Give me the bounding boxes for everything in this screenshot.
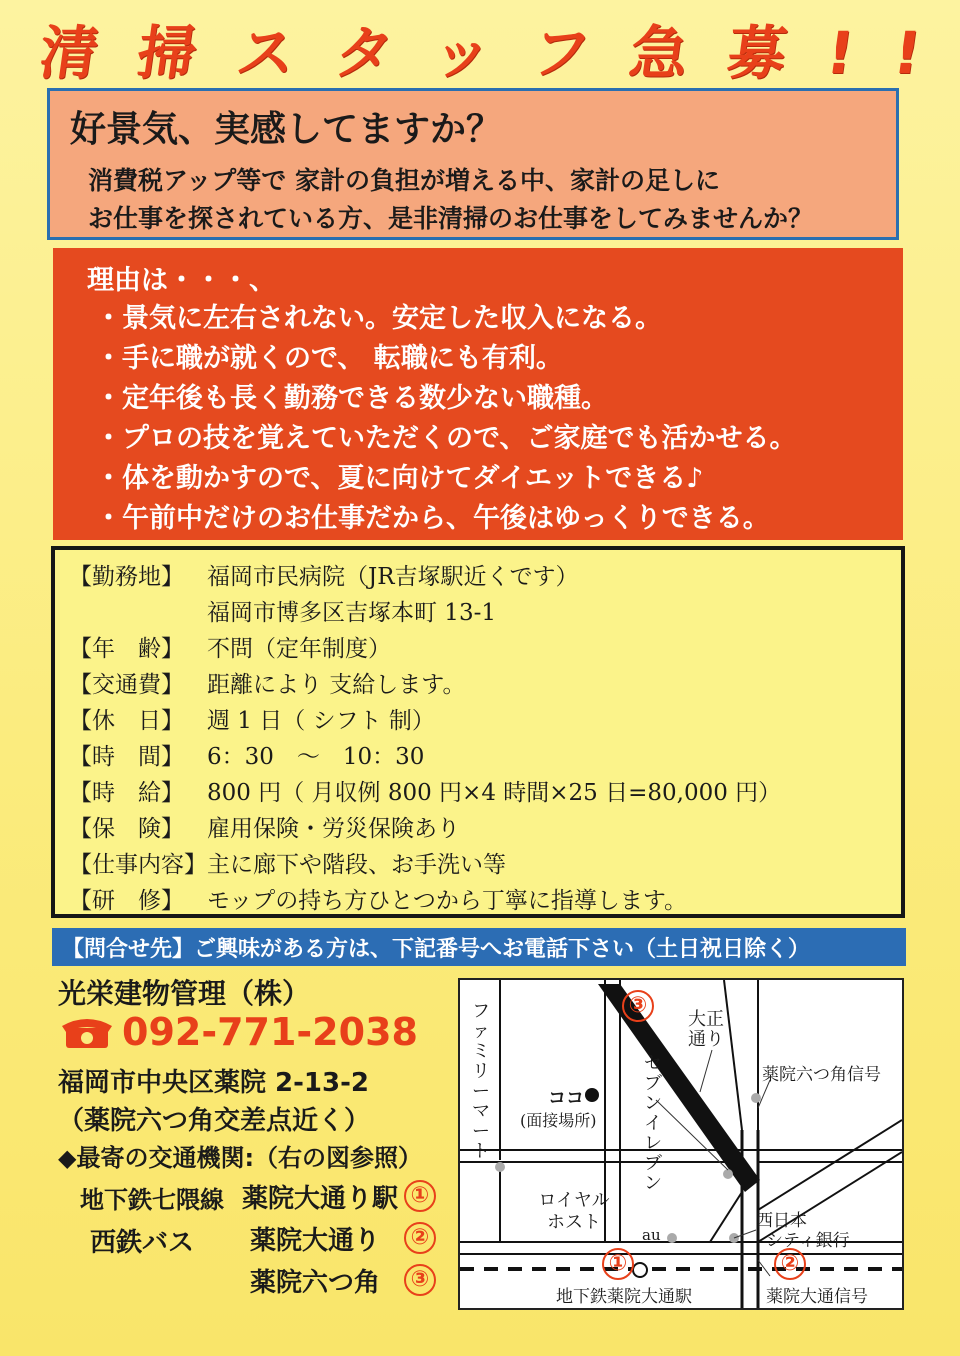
detail-value: モップの持ち方ひとつから丁寧に指導します。: [207, 887, 688, 914]
map-label-taisho: 大正通り: [688, 1009, 724, 1050]
detail-row: [69, 808, 460, 844]
map-label-royalhost: ロイヤルホスト: [538, 1190, 610, 1233]
route-line: 地下鉄七隈線: [80, 1186, 224, 1214]
headline-char: !: [888, 19, 925, 87]
map-label-subway-station: 地下鉄薬院大通駅: [556, 1287, 692, 1307]
detail-row: [69, 844, 506, 880]
headline-char: 掃: [133, 19, 202, 87]
intro-question: 好景気、実感してますか？: [70, 109, 503, 150]
map-label-familymart: ファミリーマート: [472, 1001, 490, 1162]
route-number: ③: [404, 1264, 436, 1296]
map-label-bus-signal: 薬院大通信号: [766, 1287, 868, 1307]
intro-line: 消費税アップ等で 家計の負担が増える中、家計の足しに: [88, 166, 720, 195]
telephone-icon: [58, 1014, 116, 1050]
route-station: 薬院大通り駅: [242, 1184, 399, 1214]
detail-row: [69, 592, 496, 628]
detail-row: [69, 700, 435, 736]
route-line: 西鉄バス: [90, 1228, 195, 1258]
map-marker-1: ①: [602, 1248, 634, 1280]
detail-label: 【研 修】: [69, 887, 184, 914]
detail-value: 不問（定年制度）: [207, 635, 391, 662]
headline-char: フ: [526, 19, 595, 87]
reason-item: ・体を動かすので、夏に向けてダイエットできる♪: [95, 463, 704, 494]
reason-item: ・午前中だけのお仕事だから、午後はゆっくりできる。: [95, 503, 770, 534]
landmark: （薬院六つ角交差点近く）: [58, 1106, 371, 1136]
detail-value: 800 円（ 月収例 800 円×4 時間×25 日=80,000 円）: [207, 779, 782, 806]
headline: [35, 18, 925, 88]
map-label-citybank: シティ銀行: [766, 1231, 850, 1251]
detail-value: 雇用保険・労災保険あり: [207, 815, 460, 842]
transport-heading: ◆最寄の交通機関:（右の図参照）: [58, 1144, 423, 1172]
access-map: [458, 978, 904, 1310]
map-label-seveneleven: セブンイレブン: [644, 1053, 662, 1194]
reasons-box: [53, 248, 903, 540]
reason-item: ・定年後も長く勤務できる数少ない職種。: [95, 383, 608, 414]
map-label-here-sub: (面接場所): [520, 1111, 597, 1130]
detail-label: 【交通費】: [69, 671, 184, 698]
route-number: ②: [404, 1222, 436, 1254]
headline-char: 急: [625, 19, 693, 87]
map-label-nishinippon: 西日本: [756, 1211, 807, 1231]
intro-box: [47, 88, 899, 240]
detail-row: [69, 556, 579, 592]
reason-item: ・手に職が就くので、 転職にも有利。: [95, 343, 563, 374]
detail-row: [69, 772, 781, 808]
detail-label: 【時 給】: [69, 779, 184, 806]
detail-value: 6：30 ～ 10：30: [207, 743, 425, 770]
detail-row: [69, 880, 687, 916]
detail-value: 主に廊下や階段、お手洗い等: [207, 851, 506, 878]
headline-char: ッ: [428, 19, 497, 87]
headline-char: タ: [330, 19, 398, 87]
company-name: 光栄建物管理（株）: [58, 977, 311, 1010]
phone-number[interactable]: 092-771-2038: [122, 1010, 418, 1054]
inquiry-bar: 【問合せ先】ご興味がある方は、下記番号へお電話下さい（土日祝日除く）: [52, 928, 906, 966]
address: 福岡市中央区薬院 2-13-2: [58, 1068, 369, 1098]
detail-label: 【年 齢】: [69, 635, 184, 662]
reason-item: ・景気に左右されない。安定した収入になる。: [95, 303, 662, 334]
detail-label: 【保 険】: [69, 815, 184, 842]
detail-value: 福岡市博多区吉塚本町 13-1: [207, 599, 496, 626]
detail-value: 福岡市民病院（JR吉塚駅近くです）: [207, 563, 579, 590]
headline-char: 清: [35, 19, 103, 87]
detail-label: 【休 日】: [69, 707, 184, 734]
map-label-au: au: [642, 1226, 661, 1244]
headline-char: 募: [723, 19, 792, 87]
phone-row: [58, 1010, 418, 1054]
detail-label: 【仕事内容】: [69, 851, 207, 878]
map-roads: [460, 980, 902, 1308]
details-box: [51, 546, 905, 918]
headline-char: ス: [231, 19, 300, 87]
detail-row: [69, 664, 465, 700]
detail-label: 【勤務地】: [69, 563, 184, 590]
detail-row: [69, 628, 391, 664]
map-label-here: ココ: [548, 1088, 584, 1109]
route-station: 薬院六つ角: [250, 1268, 381, 1298]
map-label-yakuin-signal: 薬院六つ角信号: [762, 1065, 881, 1085]
route-station: 薬院大通り: [250, 1226, 381, 1256]
headline-char: !: [821, 19, 858, 87]
detail-value: 距離により 支給します。: [207, 671, 466, 698]
detail-value: 週 1 日（ シフト 制）: [207, 707, 435, 734]
route-number: ①: [404, 1180, 436, 1212]
reason-item: ・プロの技を覚えていただくので、ご家庭でも活かせる。: [95, 423, 797, 454]
detail-label: 【時 間】: [69, 743, 184, 770]
detail-row: [69, 736, 424, 772]
reasons-heading: 理由は・・・、: [87, 265, 276, 296]
map-marker-3: ③: [622, 990, 654, 1022]
intro-line: お仕事を探されている方、是非清掃のお仕事をしてみませんか？: [88, 204, 814, 233]
map-marker-2: ②: [774, 1248, 806, 1280]
